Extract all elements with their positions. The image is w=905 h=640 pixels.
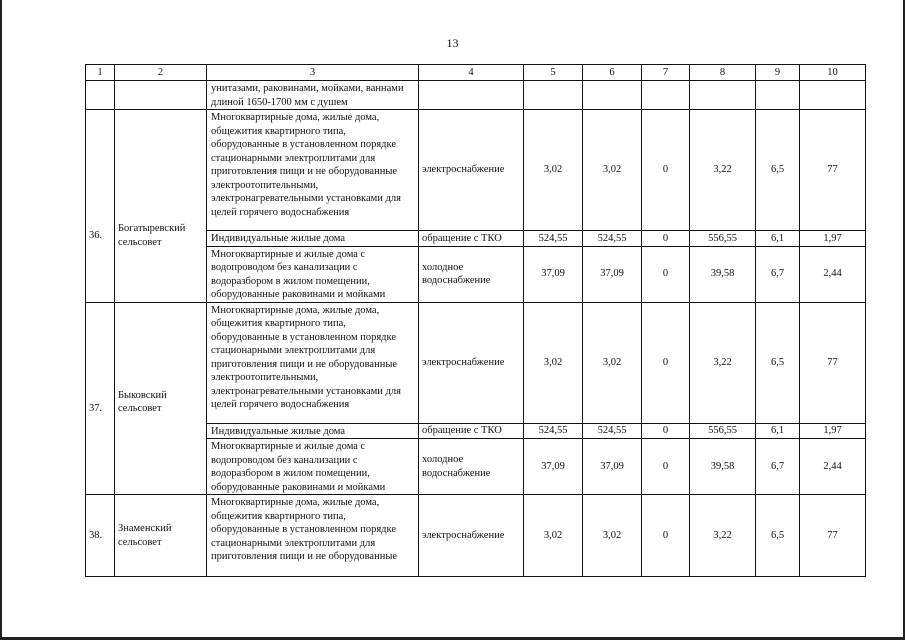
cell-col-9: 6,5 xyxy=(756,302,800,423)
cell-row-number: 37. xyxy=(86,302,115,495)
cell-description: Индивидуальные жилые дома xyxy=(207,423,419,439)
cell-empty xyxy=(115,81,207,110)
tariff-table xyxy=(85,64,866,577)
cell-empty xyxy=(642,81,690,110)
header-col-6: 6 xyxy=(583,65,642,81)
header-col-9: 9 xyxy=(756,65,800,81)
cell-description: Многоквартирные дома, жилые дома, общежития квартирного типа, оборудованные в установленном порядке стационарными электроплитами для приготовления пищи и не оборудованные xyxy=(207,495,419,577)
cell-col-5: 37,09 xyxy=(524,439,583,495)
cell-empty xyxy=(690,81,756,110)
cell-col-6: 37,09 xyxy=(583,246,642,302)
cell-settlement-name: Быковский сельсовет xyxy=(115,302,207,495)
cell-col-5: 3,02 xyxy=(524,110,583,231)
cell-row-number: 36. xyxy=(86,110,115,303)
header-col-10: 10 xyxy=(800,65,866,81)
header-col-8: 8 xyxy=(690,65,756,81)
cell-col-10: 1,97 xyxy=(800,231,866,247)
cell-service: холодное водоснабжение xyxy=(419,246,524,302)
cell-col-8: 3,22 xyxy=(690,302,756,423)
cell-col-8: 39,58 xyxy=(690,439,756,495)
cell-empty xyxy=(756,81,800,110)
cell-col-10: 2,44 xyxy=(800,246,866,302)
cell-empty xyxy=(583,81,642,110)
cell-col-7: 0 xyxy=(642,231,690,247)
cell-description: унитазами, раковинами, мойками, ваннами длиной 1650-1700 мм с душем xyxy=(207,81,419,110)
cell-settlement-name: Богатыревский сельсовет xyxy=(115,110,207,303)
cell-empty xyxy=(800,81,866,110)
scan-edge-left xyxy=(0,0,2,640)
page-number: 13 xyxy=(446,36,459,50)
table-body xyxy=(86,81,866,577)
cell-col-8: 3,22 xyxy=(690,495,756,577)
cell-empty xyxy=(86,81,115,110)
cell-col-7: 0 xyxy=(642,110,690,231)
cell-col-10: 77 xyxy=(800,302,866,423)
cell-col-8: 3,22 xyxy=(690,110,756,231)
cell-col-5: 37,09 xyxy=(524,246,583,302)
cell-col-5: 3,02 xyxy=(524,495,583,577)
cell-col-5: 524,55 xyxy=(524,231,583,247)
cell-description: Многоквартирные дома, жилые дома, общежития квартирного типа, оборудованные в установленном порядке стационарными электроплитами для приготовления пищи и не оборудованные электроотопительными, электронагревательными установками для целей горячего водоснабжения xyxy=(207,302,419,423)
cell-service: электроснабжение xyxy=(419,302,524,423)
cell-empty xyxy=(419,81,524,110)
cell-col-6: 3,02 xyxy=(583,110,642,231)
cell-col-9: 6,7 xyxy=(756,439,800,495)
cell-col-10: 1,97 xyxy=(800,423,866,439)
header-col-2: 2 xyxy=(115,65,207,81)
cell-col-5: 3,02 xyxy=(524,302,583,423)
header-col-3: 3 xyxy=(207,65,419,81)
cell-empty xyxy=(524,81,583,110)
cell-col-7: 0 xyxy=(642,439,690,495)
cell-description: Индивидуальные жилые дома xyxy=(207,231,419,247)
header-col-7: 7 xyxy=(642,65,690,81)
cell-service: холодное водоснабжение xyxy=(419,439,524,495)
cell-col-9: 6,7 xyxy=(756,246,800,302)
cell-description: Многоквартирные и жилые дома с водопроводом без канализации с водоразбором в жилом помещении, оборудованные раковинами и мойками xyxy=(207,246,419,302)
cell-col-6: 37,09 xyxy=(583,439,642,495)
cell-row-number: 38. xyxy=(86,495,115,577)
header-col-4: 4 xyxy=(419,65,524,81)
header-col-5: 5 xyxy=(524,65,583,81)
cell-col-10: 77 xyxy=(800,110,866,231)
cell-col-9: 6,5 xyxy=(756,110,800,231)
table-row xyxy=(86,495,866,577)
cell-col-5: 524,55 xyxy=(524,423,583,439)
cell-col-6: 3,02 xyxy=(583,495,642,577)
cell-col-8: 556,55 xyxy=(690,423,756,439)
cell-col-6: 3,02 xyxy=(583,302,642,423)
cell-col-9: 6,1 xyxy=(756,423,800,439)
cell-col-8: 556,55 xyxy=(690,231,756,247)
cell-service: обращение с ТКО xyxy=(419,423,524,439)
header-col-1: 1 xyxy=(86,65,115,81)
cell-col-7: 0 xyxy=(642,495,690,577)
cell-col-8: 39,58 xyxy=(690,246,756,302)
cell-service: электроснабжение xyxy=(419,495,524,577)
table-row-continuation xyxy=(86,81,866,110)
table-header xyxy=(86,65,866,81)
cell-description: Многоквартирные дома, жилые дома, общежития квартирного типа, оборудованные в установленном порядке стационарными электроплитами для приготовления пищи и не оборудованные электроотопительными, электронагревательными установками для целей горячего водоснабжения xyxy=(207,110,419,231)
cell-col-6: 524,55 xyxy=(583,231,642,247)
cell-col-7: 0 xyxy=(642,246,690,302)
cell-col-7: 0 xyxy=(642,302,690,423)
cell-col-6: 524,55 xyxy=(583,423,642,439)
cell-col-9: 6,5 xyxy=(756,495,800,577)
cell-col-9: 6,1 xyxy=(756,231,800,247)
cell-description: Многоквартирные и жилые дома с водопроводом без канализации с водоразбором в жилом помещении, оборудованные раковинами и мойками xyxy=(207,439,419,495)
cell-col-7: 0 xyxy=(642,423,690,439)
cell-col-10: 77 xyxy=(800,495,866,577)
header-row xyxy=(86,65,866,81)
cell-settlement-name: Знаменский сельсовет xyxy=(115,495,207,577)
cell-col-10: 2,44 xyxy=(800,439,866,495)
cell-service: электроснабжение xyxy=(419,110,524,231)
table-row xyxy=(86,110,866,231)
table-row xyxy=(86,302,866,423)
cell-service: обращение с ТКО xyxy=(419,231,524,247)
